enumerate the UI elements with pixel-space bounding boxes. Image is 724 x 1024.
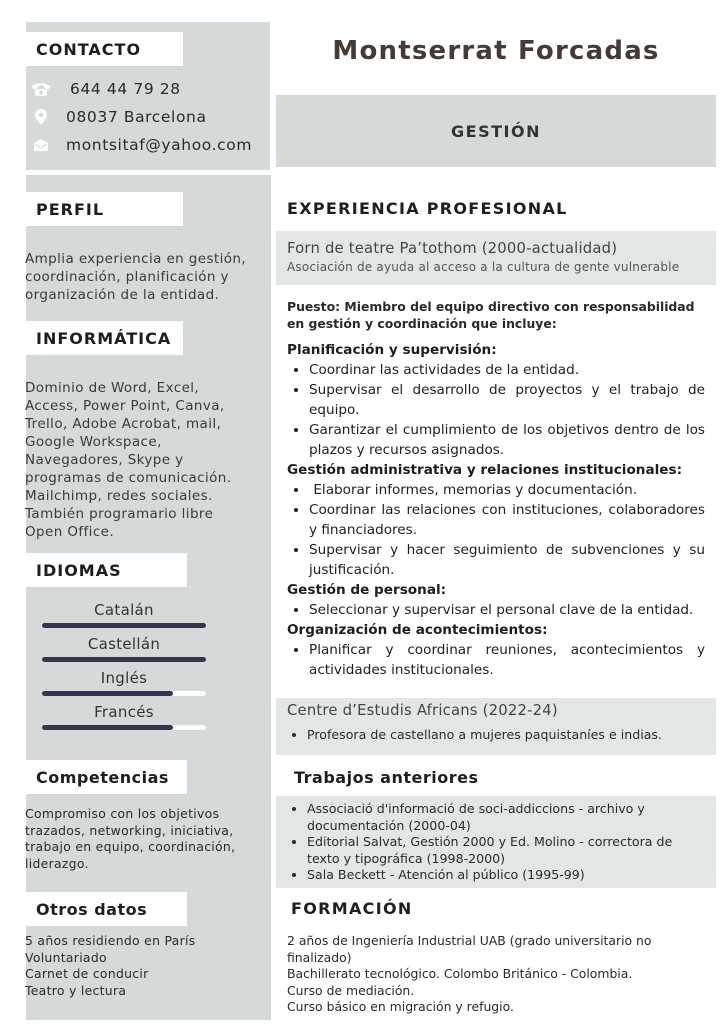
job-subtitle: Asociación de ayuda al acceso a la cultura de gente vulnerable [287,260,680,274]
language-name: Castellán [87,635,161,653]
list-item: • Coordinar las actividades de la entidad. [309,360,705,380]
idiomas-heading: IDIOMAS [26,553,187,587]
list-item: • Coordinar las relaciones con instituciones, colaboradores y financiadores. [309,500,705,540]
language-name: Inglés [100,669,148,687]
otros-datos-line: Teatro y lectura [25,982,127,998]
language-name: Catalán [94,601,154,619]
language-level-bar [42,691,206,696]
job-responsibilities [287,340,705,680]
otros-datos-heading: Otros datos [26,892,187,926]
formacion-line: 2 años de Ingeniería Industrial UAB (grado universitario no finalizado) [287,933,652,965]
trabajos-list [287,801,705,884]
location-pin-icon [30,108,52,126]
responsibility-group-title: Gestión administrativa y relaciones institucionales: [287,462,683,478]
list-item: • Editorial Salvat, Gestión 2000 y Ed. Molino - correctora de texto y tipográfica (1998-2000) [307,834,705,867]
city-text: 08037 Barcelona [66,108,207,126]
informatica-heading: INFORMÁTICA [26,321,183,355]
list-item: • Elaborar informes, memorias y documentación. [309,480,705,500]
list-item: • Supervisar y hacer seguimiento de subvenciones y su justificación. [309,540,705,580]
job-title: Forn de teatre Pa’tothom (2000-actualidad) [287,240,618,257]
envelope-icon [30,136,52,154]
language-level-bar [42,657,206,662]
language-level-fill [42,725,173,730]
language-level-bar [42,623,206,628]
list-item: • Seleccionar y supervisar el personal clave de la entidad. [309,600,705,620]
full-name: Montserrat Forcadas [332,36,660,66]
language-level-fill [42,657,206,662]
contact-email [30,136,252,154]
trabajos-heading: Trabajos anteriores [294,768,479,787]
formacion-line: Bachillerato tecnológico. Colombo Británico - Colombia. [287,966,633,981]
contact-city [30,108,207,126]
formacion-line: Curso de mediación. [287,982,415,998]
job-role-title: GESTIÓN [276,95,716,167]
language-level-fill [42,623,206,628]
otros-datos-line: 5 años residiendo en París [25,933,196,948]
competencias-text: Compromiso con los objetivos trazados, networking, iniciativa, trabajo en equipo, coordinación, liderazgo. [25,806,236,871]
job-position: Puesto: Miembro del equipo directivo con responsabilidad en gestión y coordinación que incluye: [287,299,695,331]
perfil-text: Amplia experiencia en gestión, coordinación, planificación y organización de la entidad. [25,251,247,303]
formacion-heading: FORMACIÓN [291,899,413,918]
responsibility-group-title: Planificación y supervisión: [287,342,497,358]
language-level-fill [42,691,173,696]
list-item: • Garantizar el cumplimiento de los objetivos dentro de los plazos y recursos asignados. [309,420,705,460]
phone-icon [30,80,52,98]
otros-datos-line: Voluntariado [25,949,107,965]
formacion-list [287,933,717,1016]
language-name: Francés [94,703,154,721]
experiencia-heading: EXPERIENCIA PROFESIONAL [287,199,568,218]
contact-phone [30,80,181,98]
email-text: montsitaf@yahoo.com [66,136,253,154]
language-level-bar [42,725,206,730]
phone-number: 644 44 79 28 [70,80,181,98]
otros-datos-line: Carnet de conducir [25,966,149,981]
list-item: • Associació d'informació de soci-addiccions - archivo y documentación (2000-04) [307,801,705,834]
responsibility-group-title: Organización de acontecimientos: [287,622,548,638]
formacion-line: Curso básico en migración y refugio. [287,999,514,1014]
competencias-heading: Competencias [26,760,187,794]
perfil-heading: PERFIL [26,192,183,226]
list-item: • Sala Beckett - Atención al público (1995-99) [307,867,705,884]
informatica-text: Dominio de Word, Excel, Access, Power Point, Canva, Trello, Adobe Acrobat, mail, Google Workspace, Navegadores, Skype y programas de comunicación. Mailchimp, redes sociales. También programario libre Open Office. [25,380,232,540]
job2-list [287,727,705,744]
list-item: • Profesora de castellano a mujeres paquistaníes e indias. [307,727,705,744]
job-title: Centre d’Estudis Africans (2022-24) [287,702,558,719]
list-item: • Supervisar el desarrollo de proyectos y el trabajo de equipo. [309,380,705,420]
contacto-heading: CONTACTO [26,32,183,66]
responsibility-group-title: Gestión de personal: [287,582,447,598]
list-item: • Planificar y coordinar reuniones, acontecimientos y actividades institucionales. [309,640,705,680]
otros-datos-list [25,933,255,999]
